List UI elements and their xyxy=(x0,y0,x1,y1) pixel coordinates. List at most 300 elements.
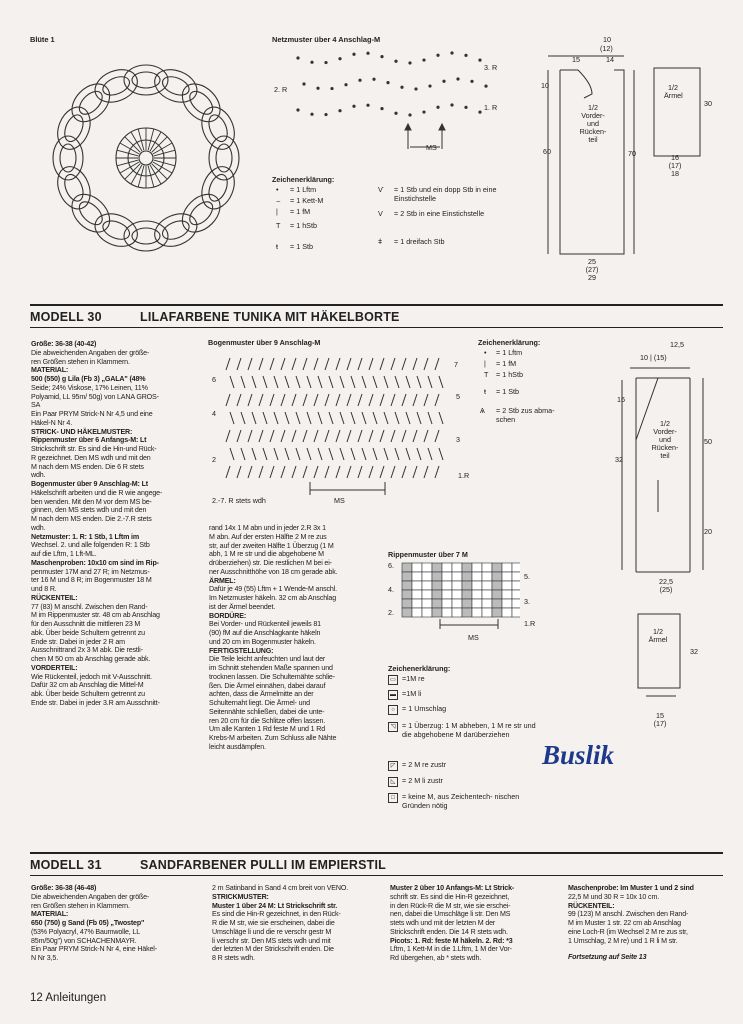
netz-dot xyxy=(436,54,439,57)
stitch-mark xyxy=(336,358,340,370)
grid-cell xyxy=(502,599,512,608)
netz-dot xyxy=(338,109,341,112)
petal-arc xyxy=(175,187,227,239)
text-line: Größe: 36-38 (46-48) xyxy=(31,884,97,892)
stitch-mark xyxy=(336,466,340,478)
grid-cell xyxy=(412,608,422,617)
legend2-text: = 2 M re zustr xyxy=(402,760,447,769)
stitch-mark xyxy=(402,466,406,478)
stitch-mark xyxy=(259,394,263,406)
text-line: chen M 50 cm ab Anschlag gerade abk. xyxy=(31,655,151,663)
text-line: Häkel-N Nr 4. xyxy=(31,418,73,427)
modell31-number: MODELL 31 xyxy=(30,858,102,872)
petal-arc xyxy=(53,136,83,180)
text-line: R die M str, wie sie erscheinen, dabei die xyxy=(212,919,335,927)
stitch-mark xyxy=(270,394,274,406)
spoke xyxy=(138,166,144,187)
top-legend-4: ŧ = 1 Stb xyxy=(276,242,313,251)
modell31-col1 xyxy=(31,884,195,963)
stitch-mark xyxy=(439,448,443,460)
stitch-mark xyxy=(248,394,252,406)
stitch-mark xyxy=(230,412,234,424)
legend2-row xyxy=(388,761,538,770)
text-line: STRICKMUSTER: xyxy=(212,892,269,901)
grid-cell xyxy=(512,563,520,572)
text-line: stets wdh und mit der letzten M der xyxy=(390,919,496,927)
m30s-center: 1/2 Vorder- und Rücken- teil xyxy=(651,419,679,460)
rippen-title: Rippenmuster über 7 M xyxy=(388,550,468,559)
stitch-mark xyxy=(424,358,428,370)
stitch-mark xyxy=(329,376,333,388)
grid-cell xyxy=(482,563,492,572)
stitch-mark xyxy=(369,394,373,406)
netz-diagram xyxy=(280,44,520,154)
petal-arc xyxy=(90,208,142,253)
grid-cell xyxy=(472,590,482,599)
stitch-mark xyxy=(237,394,241,406)
stitch-mark xyxy=(226,430,230,442)
bluete-title: Blüte 1 xyxy=(30,35,55,44)
m30-legend-0: • = 1 Lftm xyxy=(484,348,523,357)
grid-cell xyxy=(422,563,432,572)
stitch-mark xyxy=(296,412,300,424)
netz-dot xyxy=(366,104,369,107)
grid-cell xyxy=(492,581,502,590)
m30s-sleeve-bottom: 15 (17) xyxy=(653,711,667,728)
m30s-left32: 32 xyxy=(615,455,623,464)
t-icon: T xyxy=(276,221,281,230)
text-line: abh, 1 M re str und die abgehobene M xyxy=(209,550,324,559)
text-line: ÄRMEL: xyxy=(209,576,236,585)
netz-dot xyxy=(450,103,453,106)
legend2-row xyxy=(388,777,538,786)
grid-cell xyxy=(482,608,492,617)
petal-arc xyxy=(124,65,168,95)
ts-left-10: 10 xyxy=(541,81,549,90)
stitch-mark xyxy=(417,412,421,424)
grid-cell xyxy=(502,563,512,572)
netz-dot xyxy=(344,83,347,86)
netz-dot xyxy=(422,110,425,113)
text-line: Seitennähte schließen, dabei die unte- xyxy=(209,707,325,716)
modell31-col4 xyxy=(568,884,728,962)
bogen-ms: MS xyxy=(334,496,345,505)
stitch-mark xyxy=(347,358,351,370)
grid-cell xyxy=(402,581,412,590)
text-line: 500 (550) g Lila (Fb 3) „GALA" (48% xyxy=(31,375,146,383)
petal-arc xyxy=(196,162,241,214)
stitch-mark xyxy=(285,412,289,424)
grid-cell xyxy=(442,581,452,590)
text-line: Die abweichenden Angaben der größe- xyxy=(31,348,150,357)
grid-cell xyxy=(482,599,492,608)
petal-arc xyxy=(65,187,117,239)
text-line: Strickschrift str. Es sind die Hin-und Rück- xyxy=(31,445,157,453)
text-line: Dafür je 49 (55) Lftm + 1 Wende-M anschl. xyxy=(209,585,337,594)
text-line: penmuster 17M and 27 R; im Netzmus- xyxy=(31,567,150,576)
netz-dot xyxy=(316,87,319,90)
text-line: MATERIAL: xyxy=(31,910,69,919)
legend2-row xyxy=(388,793,538,810)
stitch-mark xyxy=(340,376,344,388)
grid-cell xyxy=(492,572,502,581)
legend2-text: = 1 Überzug: 1 M abheben, 1 M re str und die abgehobene M darüberziehen xyxy=(402,721,536,739)
stitch-mark xyxy=(351,448,355,460)
stitch-mark xyxy=(259,358,263,370)
netz-dot xyxy=(358,79,361,82)
text-line: ren 20 cm für die Schlitze offen lassen. xyxy=(209,716,326,725)
netz-row-2: 2. R xyxy=(274,85,288,94)
stitch-mark xyxy=(435,430,439,442)
stitch-mark xyxy=(325,358,329,370)
petal-arc xyxy=(150,64,202,109)
netz-dot xyxy=(352,105,355,108)
stitch-mark xyxy=(263,448,267,460)
ts-bottom: 25 (27) 29 xyxy=(585,257,599,282)
pipe-icon: | xyxy=(484,359,486,368)
stitch-mark xyxy=(259,466,263,478)
ts-right-70: 70 xyxy=(628,149,636,158)
stitch-mark xyxy=(248,466,252,478)
stitch-mark xyxy=(252,412,256,424)
text-line: abk. Über beide Schultern getrennt zu xyxy=(31,628,145,637)
text-line: Um alle Kanten 1 Rd feste M und 1 Rd xyxy=(209,725,326,734)
stitch-mark xyxy=(435,394,439,406)
stitch-mark xyxy=(395,448,399,460)
grid-cell xyxy=(472,572,482,581)
stitch-mark xyxy=(292,430,296,442)
m30s-right20: 20 xyxy=(704,527,712,536)
grid-cell xyxy=(432,572,442,581)
ts-top-15: 15 xyxy=(572,55,580,64)
ts-sleeve-30: 30 xyxy=(704,99,712,108)
m30-legend-4: Ѧ = 2 Stb zus abma- schen xyxy=(480,406,555,424)
stitch-mark xyxy=(307,448,311,460)
text-line: Dafür 32 cm ab Anschlag die Mittel-M xyxy=(31,681,144,690)
stitch-mark xyxy=(270,430,274,442)
stitch-mark xyxy=(252,448,256,460)
text-line: leicht ausdämpfen. xyxy=(209,742,266,751)
stitch-mark xyxy=(358,358,362,370)
stitch-mark xyxy=(336,430,340,442)
text-line: Rd übergehen, ab * stets wdh. xyxy=(390,954,482,962)
bogen-repeat: 2.-7. R stets wdh xyxy=(212,496,266,505)
text-line: RÜCKENTEIL: xyxy=(31,593,78,602)
grid-cell xyxy=(492,563,502,572)
rippen-row-3: 3. xyxy=(524,597,530,606)
page-footer: 12 Anleitungen xyxy=(30,992,107,1004)
stitch-mark xyxy=(439,376,443,388)
grid-cell xyxy=(482,590,492,599)
top-schematic xyxy=(536,34,726,294)
netz-dot xyxy=(296,108,299,111)
text-line: 85m/50g") von SCHACHENMAYR. xyxy=(31,936,137,945)
text-line: 77 (83) M anschl. Zwischen den Rand- xyxy=(31,602,148,611)
grid-cell xyxy=(462,563,472,572)
modell30-col1 xyxy=(31,340,189,708)
text-line: FERTIGSTELLUNG: xyxy=(209,646,274,655)
grid-cell xyxy=(442,572,452,581)
netz-dot xyxy=(296,56,299,59)
rippen-row-4: 4. xyxy=(388,585,394,594)
netz-dot xyxy=(478,59,481,62)
grid-cell xyxy=(422,581,432,590)
stitch-mark xyxy=(248,430,252,442)
text-line: 8 R stets wdh. xyxy=(212,954,255,962)
netz-dot xyxy=(400,86,403,89)
text-line: Ausschnittrand 2x 3 M abk. Die restli- xyxy=(31,646,143,655)
legend2-text: =1M li xyxy=(402,689,422,698)
stitch-mark xyxy=(358,430,362,442)
stitch-mark xyxy=(340,448,344,460)
netz-dot xyxy=(408,113,411,116)
ts-top-total2: (12) xyxy=(600,44,613,53)
text-line xyxy=(568,945,728,953)
spoke xyxy=(154,160,175,166)
rippen-row-6: 6. xyxy=(388,561,394,570)
dot-icon: • xyxy=(276,185,279,194)
stitch-mark xyxy=(424,430,428,442)
stitch-symbol-icon: ▭ xyxy=(388,675,398,685)
stitch-mark xyxy=(384,376,388,388)
petal-arc xyxy=(90,64,142,109)
text-line: 22,5 M und 30 R = 10x 10 cm. xyxy=(568,892,660,901)
stitch-mark xyxy=(373,376,377,388)
stitch-mark xyxy=(230,376,234,388)
netz-dot xyxy=(470,80,473,83)
modell30-title: LILAFARBENE TUNIKA MIT HÄKELBORTE xyxy=(140,310,400,324)
stitch-mark xyxy=(259,430,263,442)
stitch-mark xyxy=(270,466,274,478)
stitch-mark xyxy=(237,466,241,478)
stitch-mark xyxy=(406,412,410,424)
netz-dot xyxy=(428,84,431,87)
netz-dot xyxy=(324,61,327,64)
bogen-row-6: 6 xyxy=(212,375,216,384)
stitch-mark xyxy=(237,358,241,370)
m30-legend-title: Zeichenerklärung: xyxy=(478,338,541,347)
divider-modell31 xyxy=(30,852,723,854)
stitch-mark xyxy=(296,376,300,388)
stitch-mark xyxy=(263,376,267,388)
top-legend-title: Zeichenerklärung: xyxy=(272,175,335,184)
stitch-mark xyxy=(424,466,428,478)
v-stb-icon: Ѵ xyxy=(378,185,384,194)
stitch-mark xyxy=(439,412,443,424)
stitch-mark xyxy=(336,394,340,406)
bogen-row-2: 2 xyxy=(212,455,216,464)
stitch-mark xyxy=(292,466,296,478)
netz-row-3: 3. R xyxy=(484,63,498,72)
pipe-icon: | xyxy=(276,207,278,216)
modell30-number: MODELL 30 xyxy=(30,310,102,324)
bluete-diagram xyxy=(28,40,268,275)
stitch-mark xyxy=(380,394,384,406)
top-legend-3: T = 1 hStb xyxy=(276,221,317,230)
netz-dot xyxy=(380,55,383,58)
grid-cell xyxy=(442,590,452,599)
text-line: BORDÜRE: xyxy=(209,611,247,620)
text-line: Die abweichenden Angaben der größe- xyxy=(31,892,150,901)
text-line: Die Teile leicht anfeuchten und laut der xyxy=(209,655,326,664)
text-line: achten, dass die Ärmelmitte an der xyxy=(209,690,314,699)
grid-cell xyxy=(402,599,412,608)
netz-dot xyxy=(310,61,313,64)
m30-legend-3: ŧ = 1 Stb xyxy=(484,387,519,396)
divider-modell31-sub xyxy=(30,875,723,876)
stitch-mark xyxy=(384,412,388,424)
stitch-mark xyxy=(325,430,329,442)
stitch-mark xyxy=(281,358,285,370)
stitch-mark xyxy=(428,412,432,424)
legend2-row xyxy=(388,690,538,699)
netz-dot xyxy=(422,58,425,61)
text-line: M im Muster 1 str. 22 cm ab Anschlag xyxy=(568,919,681,927)
petal-arc xyxy=(65,77,117,129)
text-line: Größe: 36-38 (40-42) xyxy=(31,340,97,348)
text-line: Seide; 24% Viskose, 17% Leinen, 11% xyxy=(31,383,148,392)
stitch-mark xyxy=(417,376,421,388)
modell31-title: SANDFARBENER PULLI IM EMPIERSTIL xyxy=(140,858,386,872)
text-line: Polyamid, LL 95m/ 50g) von LANA GROS- xyxy=(31,392,159,401)
petal-arc xyxy=(124,221,168,251)
netz-dot xyxy=(330,87,333,90)
stitch-mark xyxy=(307,376,311,388)
stitch-mark xyxy=(402,358,406,370)
grid-cell xyxy=(502,581,512,590)
stitch-mark xyxy=(248,358,252,370)
text-line: ßen. Die Ärmel einnähen, dabei darauf xyxy=(209,681,326,690)
v-icon: V xyxy=(378,209,383,218)
stitch-mark xyxy=(435,466,439,478)
stitch-mark xyxy=(424,394,428,406)
stitch-mark xyxy=(274,412,278,424)
stitch-mark xyxy=(226,466,230,478)
stitch-mark xyxy=(362,448,366,460)
stitch-mark xyxy=(292,394,296,406)
grid-cell xyxy=(472,563,482,572)
spoke xyxy=(117,150,138,156)
grid-cell xyxy=(422,572,432,581)
grid-cell xyxy=(502,572,512,581)
stitch-mark xyxy=(252,376,256,388)
divider-modell30 xyxy=(30,304,723,306)
stitch-mark xyxy=(318,448,322,460)
text-line: 650 (750) g Sand (Fb 05) „Twostep" xyxy=(31,919,145,927)
text-line: M abn. Auf der ersten Hälfte 2 M re zus xyxy=(209,532,327,541)
m30s-top2: 10 | (15) xyxy=(640,353,667,362)
text-line: ist der Ärmel beendet. xyxy=(209,602,276,611)
grid-cell xyxy=(442,563,452,572)
legend2-text: = 2 M li zustr xyxy=(402,776,443,785)
stitch-mark xyxy=(274,376,278,388)
text-line: Fortsetzung auf Seite 13 xyxy=(568,953,647,962)
text-line: eine Loch-R (im Wechsel 2 M re zus str, xyxy=(568,927,688,936)
netz-title: Netzmuster über 4 Anschlag-M xyxy=(272,35,381,44)
netz-dot xyxy=(352,53,355,56)
stitch-mark xyxy=(362,412,366,424)
text-line: Wie Rückenteil, jedoch mit V-Ausschnitt. xyxy=(31,672,152,681)
grid-cell xyxy=(442,599,452,608)
text-line: VORDERTEIL: xyxy=(31,663,78,672)
bogen-row-5: 5 xyxy=(456,392,460,401)
stitch-mark xyxy=(406,448,410,460)
grid-cell xyxy=(462,581,472,590)
m30-legend2-title: Zeichenerklärung: xyxy=(388,664,451,673)
bogen-row-1: 1.R xyxy=(458,471,470,480)
stitch-mark xyxy=(270,358,274,370)
text-line: Umschläge li und die re verschr gestr M xyxy=(212,927,332,936)
stitch-symbol-icon: ◺ xyxy=(388,777,398,787)
text-line: in den Rück-R die M str, wie sie erschei- xyxy=(390,901,511,910)
stitch-symbol-icon: ◸ xyxy=(388,761,398,771)
grid-cell xyxy=(412,599,422,608)
text-line: Ende str. Dabei in jeder 2 R am xyxy=(31,637,125,646)
ts-sleeve-bottom: 16 (17) 18 xyxy=(668,153,682,178)
text-line: trocknen lassen. Die Schultemähte schlie- xyxy=(209,672,335,681)
t-icon: T xyxy=(484,370,489,379)
stitch-mark xyxy=(384,448,388,460)
petal-arc xyxy=(175,77,227,129)
text-line: Ende str. Dabei in jeder 3.R am Ausschnitt- xyxy=(31,698,160,707)
m30s-bottom: 22,5 (25) xyxy=(659,577,673,594)
text-line: N Nr 3,5. xyxy=(31,954,59,962)
stitch-mark xyxy=(314,394,318,406)
bogen-row-3: 3 xyxy=(456,435,460,444)
grid-cell xyxy=(472,599,482,608)
stitch-mark xyxy=(241,448,245,460)
stitch-mark xyxy=(329,412,333,424)
stitch-mark xyxy=(428,448,432,460)
stitch-mark xyxy=(435,358,439,370)
grid-cell xyxy=(432,563,442,572)
m30s-sleeve: 1/2 Ärmel xyxy=(648,627,668,644)
legend2-row xyxy=(388,675,538,684)
stitch-mark xyxy=(347,466,351,478)
stitch-mark xyxy=(281,394,285,406)
stitch-mark xyxy=(314,430,318,442)
stitch-mark xyxy=(303,394,307,406)
spoke xyxy=(117,160,138,166)
text-line: Maschenproben: 10x10 cm sind im Rip- xyxy=(31,558,159,567)
stb-icon: ŧ xyxy=(276,242,278,251)
stitch-mark xyxy=(230,448,234,460)
ts-top-total: 10 xyxy=(603,35,611,44)
text-line: Netzmuster: 1. R: 1 Stb, 1 Lftm im xyxy=(31,532,140,541)
stitch-mark xyxy=(241,412,245,424)
text-line: RÜCKENTEIL: xyxy=(568,901,615,910)
legend2-text: = 1 Umschlag xyxy=(402,704,447,713)
text-line: Strickschrift enden. Die 14 R stets wdh. xyxy=(390,927,508,936)
m30-legend-2: T = 1 hStb xyxy=(484,370,523,379)
text-line: R gezeichnet. Den MS wdh und mit den xyxy=(31,453,151,462)
stitch-mark xyxy=(369,466,373,478)
legend2-text: = keine M, aus Zeichentech- nischen Gründen nötig xyxy=(402,792,520,810)
grid-cell xyxy=(512,590,520,599)
stitch-mark xyxy=(303,466,307,478)
grid-cell xyxy=(452,608,462,617)
text-line: Krebs-M arbeiten. Zum Schluss alle Nähte xyxy=(209,734,337,742)
grid-cell xyxy=(422,608,432,617)
divider-modell30-sub xyxy=(30,327,723,328)
legend2-row xyxy=(388,722,538,739)
stitch-mark xyxy=(358,394,362,406)
grid-cell xyxy=(432,608,442,617)
netz-dot xyxy=(464,106,467,109)
stitch-mark xyxy=(325,466,329,478)
text-line: ren Größen stehen in Klammern. xyxy=(31,357,130,366)
stitch-mark xyxy=(340,412,344,424)
